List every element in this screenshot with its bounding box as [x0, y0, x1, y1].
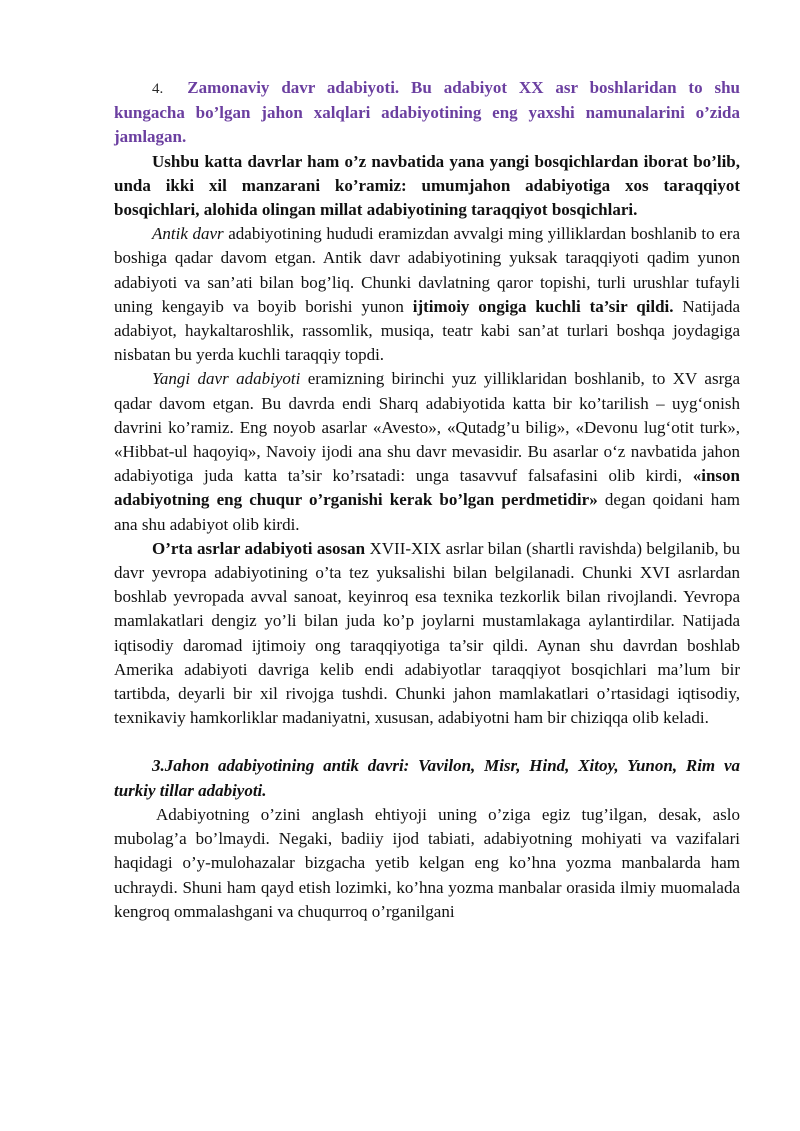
paragraph-orta-asrlar: [114, 537, 740, 731]
orta-asrlar-text: XVII-XIX asrlar bilan (shartli ravishda) belgilanib, bu davr yevropa adabiyotining o’ta tez yuksalishi bilan belgilanadi. Chunki XVI asrlardan boshlab yevropada avval sanoat, keyinroq esa texnika tezkorlik bilan rivojlandi. Yevropa mamlakatlari dengiz yo’li bilan juda ko’p joylarni mustamlakaga aylantirdilar. Natijada iqtisodiy daromad ijtimoiy ong taraqqiyotiga ta’sir qildi. Aynan shu davrdan boshlab Amerika adabiyoti davriga kelib endi adabiyotlar taraqqiyot bosqichlari ma’lum bir tartibda, deyarli bir xil rivojga tushdi. Chunki jahon mamlakatlari o’rtasidagi iqtisodiy, texnikaviy hamkorliklar madaniyatni, xususan, adabiyotni ham bir chiziqqa olib keladi.: [114, 538, 740, 728]
section-number: 4.: [152, 81, 164, 97]
paragraph-antik-davr: [114, 222, 740, 367]
antik-bold: ijtimoiy ongiga kuchli ta’sir qildi.: [412, 296, 674, 316]
section-4-heading: [114, 76, 740, 150]
term-yangi-davr: Yangi davr adabiyoti: [152, 369, 301, 389]
orta-asrlar-lead: O’rta asrlar adabiyoti asosan: [152, 538, 366, 558]
yangi-bold-quote: «inson adabiyotning eng chuqur o’rganishi kerak bo’lgan perdmetidir»: [114, 466, 740, 510]
yangi-text-2: degan qoidani ham ana shu adabiyot olib kirdi.: [114, 490, 740, 534]
section-4-heading-text: Zamonaviy davr adabiyoti. Bu adabiyot XX asr boshlaridan to shu kungacha bo’lgan jahon xalqlari adabiyotining eng yaxshi namunalarini o’zida jamlagan.: [114, 78, 740, 147]
blank-line: [114, 730, 740, 754]
paragraph-stages: Ushbu katta davrlar ham o’z navbatida yana yangi bosqichlardan iborat bo’lib, unda ikki xil manzarani ko’ramiz: umumjahon adabiyotiga xos taraqqiyot bosqichlari, alohida olingan millat adabiyotining taraqqiyot bosqichlari.: [114, 151, 740, 220]
antik-text-2: Natijada adabiyot, haykaltaroshlik, rassomlik, musiqa, teatr kabi san’at turlari boshqa joydagiga nisbatan bu yerda kuchli taraqqiy topdi.: [114, 296, 741, 365]
term-antik-davr: Antik davr: [152, 224, 224, 244]
antik-text-1: adabiyotining hududi eramizdan avvalgi ming yilliklardan boshlanib to era boshiga qadar davom etgan. Antik davr adabiyotining yuksak taraqqiyoti qadim yunon adabiyoti va san’ati bilan bog’liq. Chunki davlatning qaror topishi, turli urushlar tufayli uning kengayib va boyib borishi yunon: [114, 224, 740, 316]
yangi-text-1: eramizning birinchi yuz yilliklaridan boshlanib, to XV asrga qadar davom etgan. Bu davrda endi Sharq adabiyotida katta bir ko’tarilish – uyg‘onish davrini ko’ramiz. Eng noyob asarlar «Avesto», «Qutadg’u bilig», «Devonu lug‘otit turk», «Hibbat-ul haqoyiq», Navoiy ijodi ana shu davr mevasidir. Bu asarlar o‘z navbatida jahon adabiyotiga juda katta ta’sir ko’rsatadi: unga tasavvuf falsafasini olib kirdi,: [114, 369, 740, 486]
document-page: [114, 76, 740, 924]
paragraph-adabiyot-anglash: Adabiyotning o’zini anglash ehtiyoji uning o’ziga egiz tug’ilgan, desak, aslo mubolag’a bo’lmaydi. Negaki, badiiy ijod tabiati, adabiyotning mohiyati va vazifalari haqidagi o’y-mulohazalar bizgacha yetib kelgan eng ko’hna yozma manbalarda ham uchraydi. Shuni ham qayd etish lozimki, ko’hna yozma manbalar orasida ilmiy muomalada kengroq ommalashgani va chuqurroq o’rganilgani: [114, 804, 740, 921]
paragraph-yangi-davr: [114, 367, 740, 536]
section-3-heading: 3.Jahon adabiyotining antik davri: Vavilon, Misr, Hind, Xitoy, Yunon, Rim va turkiy tillar adabiyoti.: [114, 756, 740, 800]
